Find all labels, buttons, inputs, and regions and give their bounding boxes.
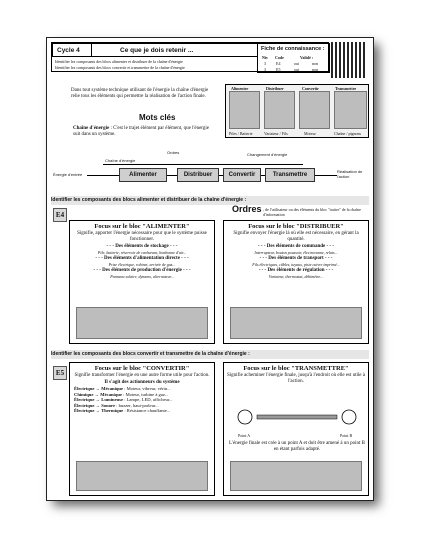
alimenter-s3: Panneau solaire, dynamo, alternateur... <box>110 274 174 279</box>
title-cell <box>91 43 258 57</box>
col-niv: Niv <box>262 55 268 60</box>
fiche-title: Fiche de connaissance : <box>261 46 325 52</box>
row1-code: E4 <box>276 61 281 66</box>
section2-tag: E5 <box>53 366 67 380</box>
point-a-circle <box>238 410 252 424</box>
alimenter-images <box>76 307 208 339</box>
worksheet-page <box>47 38 373 500</box>
convertir-row-2-value: : Moteur, turbine à gaz... <box>123 391 169 397</box>
photo-caption-3: Moteur <box>304 131 316 136</box>
photo-label-2: Distribuer <box>266 86 284 91</box>
distribuer-s2: Fils électriques, câbles, tuyaux, piste cuivre imprimé... <box>252 262 340 267</box>
row1-non[interactable]: non <box>312 61 318 66</box>
convertir-row-5-key: Électrique → Thermique <box>74 408 124 414</box>
alimenter-s2: Prise électrique, robinet, arrivée de gaz... <box>108 262 176 267</box>
definition-term: Chaîne d'énergie <box>73 126 110 131</box>
photo-strip <box>225 84 369 138</box>
intro-text: Dans tout système technique utilisant de l'énergie la chaîne d'énergie relie tous les éléments qui permettre la réalisation de l'action finale. <box>71 88 209 99</box>
convertir-heading: Il s'agit des actionneurs du système <box>104 380 180 385</box>
distribuer-s1: Interrupteur, bouton poussoir, électrovanne, relais... <box>254 250 338 255</box>
section1-tag: E4 <box>53 208 67 222</box>
cycle-cell <box>52 43 92 57</box>
alimenter-h1: - - - Des éléments de stockage - - - <box>106 244 178 249</box>
alimenter-card <box>69 220 215 344</box>
alimenter-text: Signifie, apporter l'énergie nécessaire pour que le système puisse fonctionner. <box>77 231 207 242</box>
alimenter-title: Focus sur le bloc "ALIMENTER" <box>94 223 190 230</box>
cycle-label: Cycle 4 <box>57 47 80 54</box>
convertir-row-4-key: Électrique → Sonore <box>74 402 116 408</box>
output-label: Réalisation de l'action <box>337 169 363 179</box>
photo-label-4: Transmettre <box>335 86 357 91</box>
photo-label-3: Convertir <box>302 86 319 91</box>
photo-caption-1: Piles / Batterie <box>229 131 253 136</box>
alimenter-h3: - - - Des éléments de production d'énergie - - - <box>93 268 191 273</box>
input-label: Énergie d'entrée <box>53 172 83 177</box>
page-title: Ce que je dois retenir ... <box>120 47 194 54</box>
transmettre-title: Focus sur le bloc "TRANSMETTRE" <box>243 365 349 372</box>
definition-text: : C'est le trajet élément par élément, que l'énergie suit dans un système. <box>73 126 209 137</box>
orders-label: Ordres <box>167 150 180 155</box>
header-table <box>51 42 329 72</box>
distribuer-title: Focus sur le bloc "DISTRIBUER" <box>248 223 344 230</box>
point-b-label: Point B <box>340 433 353 438</box>
distribuer-s3: Variateur, thermostat, débimètre... <box>268 274 324 279</box>
definition <box>73 126 213 138</box>
row1-niv: 3 <box>264 61 266 66</box>
coupling-shaft <box>257 415 337 419</box>
point-b-circle <box>342 410 356 424</box>
flow-box-distribuer: Distribuer <box>177 168 219 182</box>
convertir-card <box>69 362 215 496</box>
convertir-row-5-value: : Résistance chauffante... <box>124 408 171 414</box>
alimenter-h2: - - - Des éléments d'alimentation directe - - - <box>95 256 189 261</box>
distribuer-h1: - - - Des éléments de commande - - - <box>258 244 334 249</box>
fiche-cell <box>257 43 330 73</box>
objective-2: Identifier les composants des blocs convertir et transmettre de la chaîne d'énergie <box>55 65 185 70</box>
distribuer-images <box>230 307 362 339</box>
convertir-row-2-key: Chimique → Mécanique <box>74 391 122 397</box>
col-code: Code <box>275 55 284 60</box>
chain-label: Chaîne d'énergie <box>105 158 136 163</box>
convertir-row-1-key: Électrique → Mécanique <box>74 386 123 391</box>
flow-box-transmettre: Transmettre <box>265 168 315 182</box>
transmission-diagram <box>227 403 367 433</box>
photo-caption-2: Variateur / Fils <box>264 131 288 136</box>
convertir-row-5 <box>70 408 214 414</box>
distribuer-h3: - - - Des éléments de régulation - - - <box>258 268 334 273</box>
point-a-label: Point A <box>238 433 251 438</box>
transmettre-bottom: L'énergie finale est crée à un point A et doit être amené à un point B en étant parfois adapté. <box>229 441 365 452</box>
objective-1: Identifier les composants des blocs alimenter et distribuer de la chaîne d'énergie <box>55 59 183 64</box>
convertir-row-4-value: : buzzer, haut-parleur... <box>116 402 159 408</box>
section2-title: Identifier les composants des blocs convertir et transmettre de la chaîne d'énergie : <box>51 350 369 359</box>
transmettre-text: Signifie acheminer l'énergie finale, jusqu'à l'endroit où elle est utile à l'action. <box>227 373 365 384</box>
transmettre-images <box>230 461 362 491</box>
orders-text: , de l'utilisateur ou des éléments du bloc "traiter" de la chaîne d'information <box>263 207 361 217</box>
orders-big: Ordres <box>232 204 262 214</box>
photo-caption-4: Chaîne / pignons <box>334 131 362 136</box>
convertir-text: Signifie transformer l'énergie en une autre forme utile pour l'action. <box>74 373 210 378</box>
alimenter-s1: Pile, batterie, réservoir de carburant, bonbonne d'air... <box>97 250 187 255</box>
photo-label-1: Alimenter <box>231 86 249 91</box>
convertir-row-1-value: : Moteur, vibreur, vérin... <box>124 386 171 391</box>
alimenter-photo <box>229 91 260 129</box>
convertir-photo <box>299 91 330 129</box>
row2-non[interactable]: non <box>312 67 318 72</box>
transmettre-card <box>223 362 369 496</box>
qr-code-icon <box>331 42 367 78</box>
row2-code: E5 <box>276 67 281 72</box>
row1-oui[interactable]: oui <box>294 61 300 66</box>
convertir-title: Focus sur le bloc "CONVERTIR" <box>94 365 190 372</box>
distribuer-card <box>223 220 369 344</box>
flow-box-convertir: Convertir <box>223 168 261 182</box>
row2-niv: 3 <box>264 67 266 72</box>
chain-bracket <box>103 164 303 165</box>
transmettre-photo <box>334 91 367 129</box>
distribuer-h2: - - - Des éléments de transport - - - <box>259 256 333 261</box>
mots-cles-label: Mots clés <box>139 113 176 122</box>
col-valide: Validé : <box>300 55 314 60</box>
distribuer-photo <box>264 91 295 129</box>
section1-title: Identifier les composants des blocs alimenter et distribuer de la chaîne d'énergie : <box>51 196 369 205</box>
change-label: Changement d'énergie <box>247 152 288 157</box>
flow-box-alimenter: Alimenter <box>119 168 167 182</box>
convertir-row-3-key: Électrique → Lumineuse <box>74 397 123 403</box>
convertir-row-3-value: : Lampe, LED, afficheur... <box>124 397 173 403</box>
convertir-images <box>76 461 208 491</box>
distribuer-text: Signifie envoyer l'énergie là où elle est nécessaire, en gérant la quantité. <box>233 231 359 242</box>
row2-oui[interactable]: oui <box>294 67 300 72</box>
